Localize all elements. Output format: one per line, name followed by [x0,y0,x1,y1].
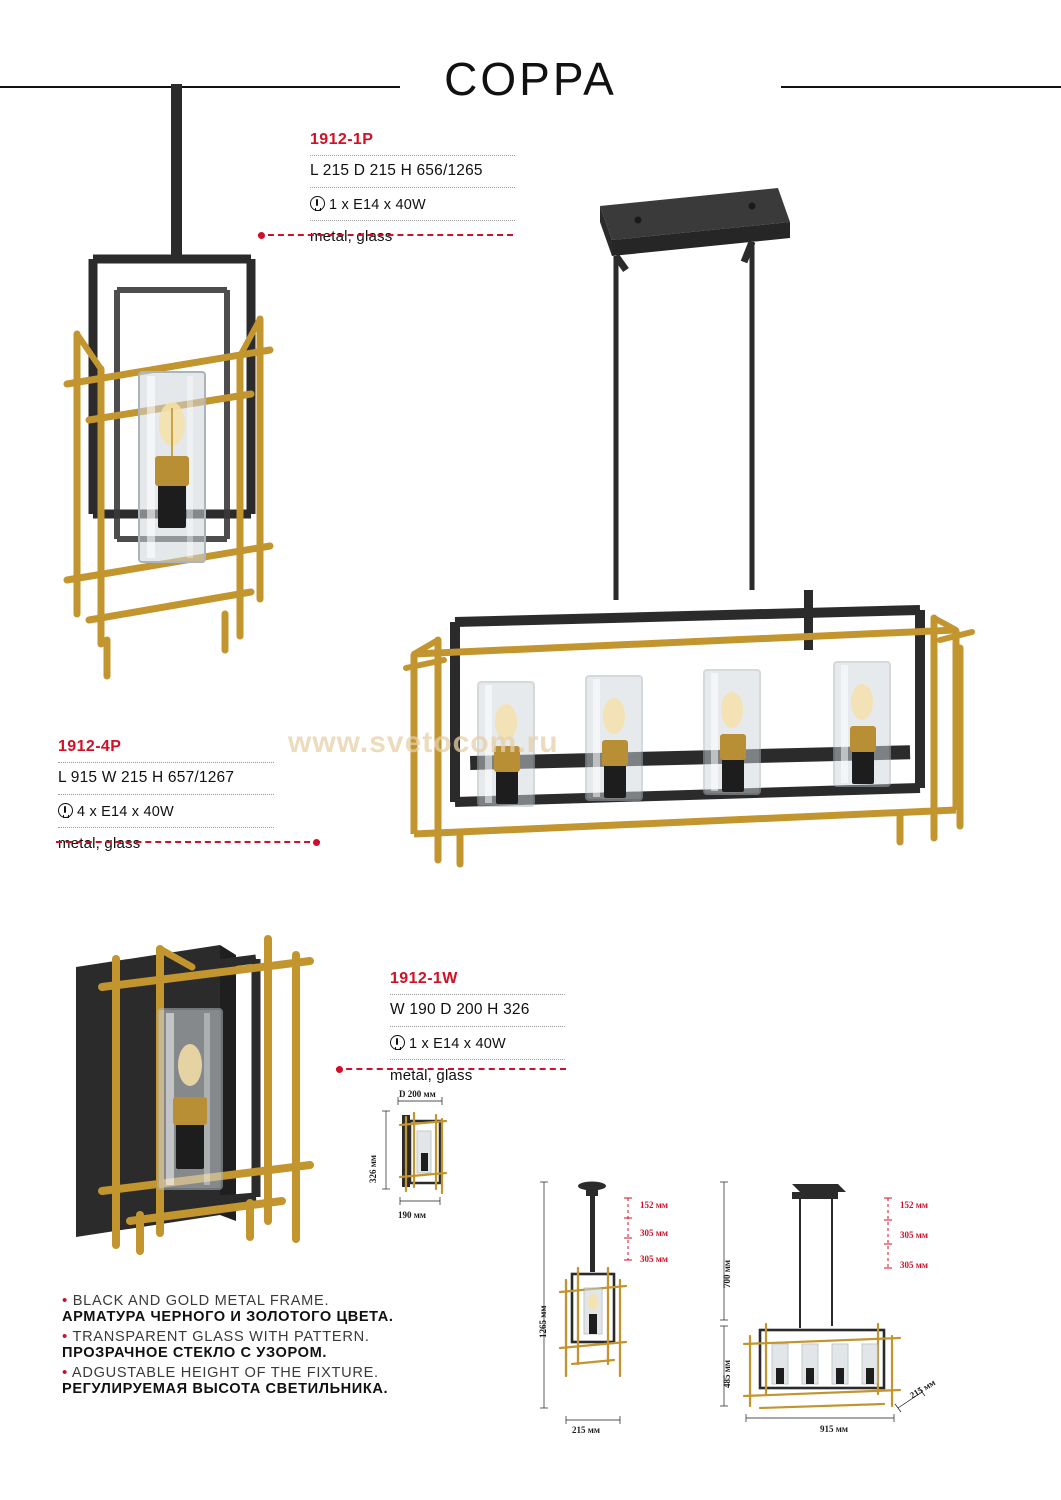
pointer-dot [258,232,265,239]
pendant1-ext-305b: 305 мм [640,1254,669,1264]
list-item [62,1328,482,1361]
pendant1-width-label: 215 мм [572,1425,601,1435]
pendant1-ext-152: 152 мм [640,1200,669,1210]
product-dimensions: L 915 W 215 H 657/1267 [58,769,235,786]
product-photo-1912-1p [55,84,315,704]
product-photo-1912-4p [400,170,1020,880]
feature-en: • ADGUSTABLE HEIGHT OF THE FIXTURE. [62,1364,379,1381]
feature-ru: ПРОЗРАЧНОЕ СТЕКЛО С УЗОРОМ. [62,1345,327,1361]
pointer-line-2 [56,841,320,843]
pendant4-ext-305b: 305 мм [900,1260,929,1270]
divider [58,762,274,763]
pendant4-width-label: 915 мм [820,1424,849,1434]
bulb-icon [58,803,73,818]
product-code: 1912-1P [310,131,374,148]
divider [310,155,515,156]
product-code: 1912-1W [390,970,458,987]
feature-en: • BLACK AND GOLD METAL FRAME. [62,1292,330,1309]
product-dimensions: W 190 D 200 H 326 [390,1001,530,1018]
pendant4-height-label: 700 мм [722,1259,732,1288]
bullet-icon: • [62,1364,68,1381]
product-material: metal, glass [310,228,393,245]
product-lamp: 4 x E14 x 40W [58,800,274,824]
divider [390,1059,565,1060]
wall-depth-label: D 200 мм [399,1089,436,1099]
feature-en: • TRANSPARENT GLASS WITH PATTERN. [62,1328,370,1345]
spec-1912-4p [58,738,274,852]
feature-ru: РЕГУЛИРУЕМАЯ ВЫСОТА СВЕТИЛЬНИКА. [62,1381,389,1397]
pointer-dot [313,839,320,846]
product-code: 1912-4P [58,738,122,755]
pointer-dot [336,1066,343,1073]
pendant4-body-height-label: 485 мм [722,1359,732,1388]
spec-1912-1w [390,970,565,1084]
bullet-icon: • [62,1292,68,1309]
wall-height-label: 326 мм [368,1154,378,1183]
product-dimensions: L 215 D 215 H 656/1265 [310,162,483,179]
product-lamp: 1 x E14 x 40W [390,1032,565,1056]
product-material: metal, glass [58,835,141,852]
pendant4-ext-305a: 305 мм [900,1230,929,1240]
watermark: www.svetocom.ru [288,726,559,759]
pointer-line-3 [336,1068,566,1070]
divider [390,994,565,995]
feature-ru: АРМАТУРА ЧЕРНОГО И ЗОЛОТОГО ЦВЕТА. [62,1309,394,1325]
pendant1-ext-305a: 305 мм [640,1228,669,1238]
bulb-icon [310,196,325,211]
product-photo-1912-1w [60,915,360,1345]
feature-list [62,1292,482,1400]
bullet-icon: • [62,1328,68,1345]
pendant4-ext-152: 152 мм [900,1200,929,1210]
list-item [62,1364,482,1397]
divider [58,827,274,828]
bulb-icon [390,1035,405,1050]
product-lamp: 1 x E14 x 40W [310,193,515,217]
product-material: metal, glass [390,1067,473,1084]
divider [58,794,274,795]
page-title: COPPA [444,53,617,105]
pendant4-depth-label: 215 мм [908,1377,938,1401]
divider [390,1026,565,1027]
pendant1-height-label: 1265 мм [538,1305,548,1338]
list-item [62,1292,482,1325]
wall-width-label: 190 мм [398,1210,427,1220]
